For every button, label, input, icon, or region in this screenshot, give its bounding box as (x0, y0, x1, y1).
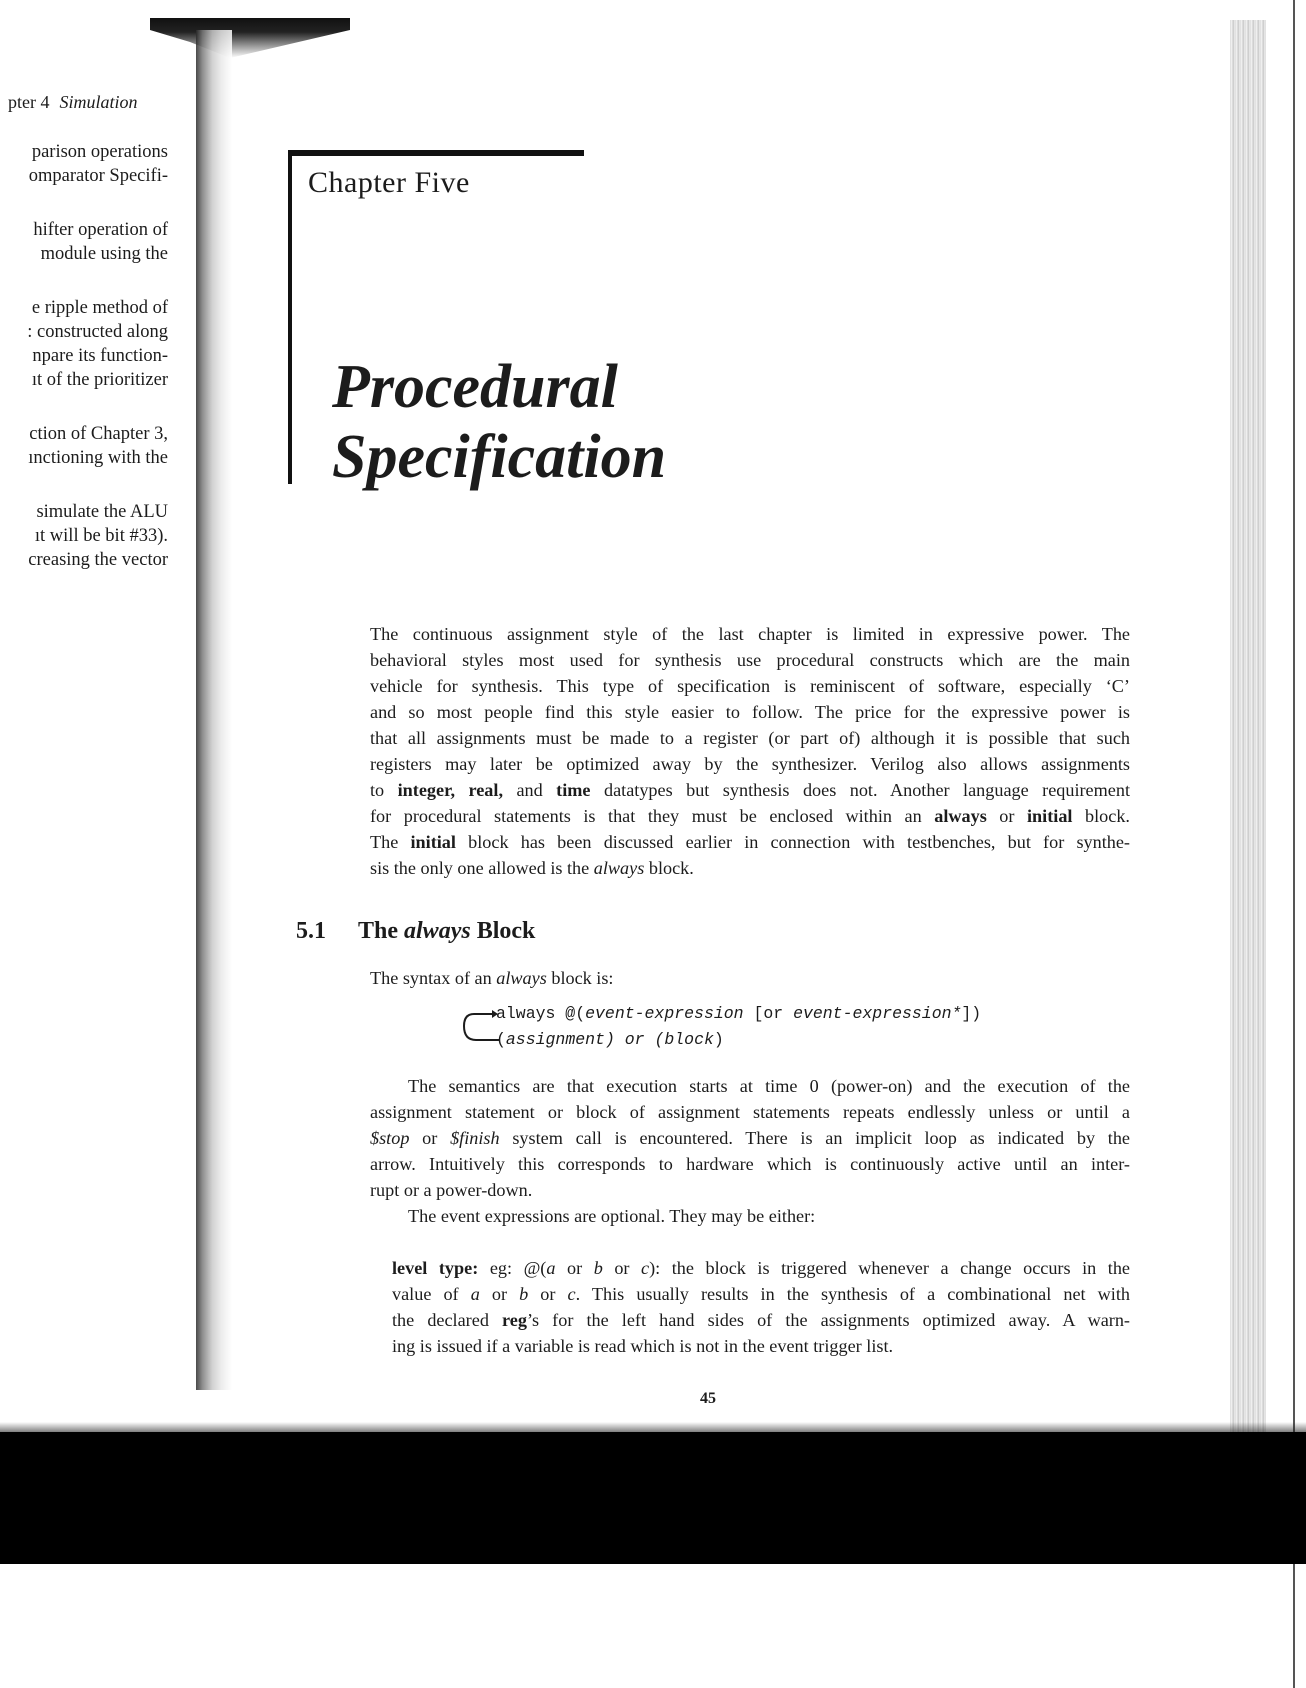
left-page-line: module using the (40, 244, 168, 264)
left-page-line: parison operations (31, 142, 168, 162)
code-span: ( (496, 1030, 506, 1049)
left-page-running-head (8, 92, 138, 113)
code-placeholder: event-expression* (793, 1004, 962, 1023)
left-page-line: simulate the ALU (36, 502, 168, 522)
keyword-always: always (934, 806, 987, 826)
code-span: always @( (496, 1004, 586, 1023)
keyword-datatypes: integer, real, (397, 780, 503, 800)
syntax-intro (370, 968, 1130, 989)
left-page-line: e ripple method of (31, 298, 168, 318)
text-span: block. (1072, 806, 1130, 826)
chapter-title-line: Procedural (332, 353, 618, 421)
var-c: c (567, 1284, 576, 1304)
code-span: [or (743, 1004, 794, 1023)
keyword-time: time (556, 780, 591, 800)
intro-line: The continuous assignment style of the last chapter is limited in expressive power. The (370, 624, 1130, 644)
text-span: and (503, 780, 557, 800)
var-b: b (593, 1258, 603, 1278)
text-span: ’s for the left hand sides of the assignments optimized away. A warn- (526, 1310, 1130, 1330)
text-span: value of (392, 1284, 471, 1304)
chapter-rule-top (288, 150, 584, 156)
keyword-always: always (496, 968, 547, 988)
section-heading (296, 918, 535, 945)
semantics-line (370, 1076, 1130, 1097)
code-placeholder: event-expression (585, 1004, 744, 1023)
level-type-line (392, 1284, 1130, 1305)
chapter-label: Chapter Five (308, 166, 470, 199)
text-span: or (409, 1128, 451, 1148)
binding-shadow (150, 18, 350, 58)
text-span: datatypes but synthesis does not. Another language requirement (590, 780, 1130, 800)
left-page-line: ıt will be bit #33). (34, 526, 168, 546)
text-span: The (370, 832, 411, 852)
var-a: a (470, 1284, 480, 1304)
keyword-stop: $stop (370, 1128, 410, 1148)
section-title-keyword: always (404, 918, 471, 944)
intro-line: behavioral styles most used for synthesis use procedural constructs which are the main (370, 650, 1130, 670)
text-span: The semantics are that execution starts at time 0 (power-on) and the execution of the (408, 1076, 1130, 1096)
left-header-chapter: pter 4 (8, 92, 50, 112)
intro-line: registers may later be optimized away by the synthesizer. Verilog also allows assignments (370, 754, 1130, 774)
text-span: sis the only one allowed is the (370, 858, 594, 878)
var-c: c (641, 1258, 650, 1278)
semantics-line (370, 1128, 1130, 1149)
text-span: to (370, 780, 398, 800)
scan-black-band (0, 1432, 1306, 1564)
semantics-line (370, 1206, 1130, 1227)
text-span: or (602, 1258, 641, 1278)
keyword-always: always (593, 858, 645, 878)
text-span: system call is encountered. There is an implicit loop as indicated by the (499, 1128, 1131, 1148)
level-type-term: level type: (392, 1258, 479, 1278)
keyword-initial: initial (410, 832, 456, 852)
intro-line (370, 858, 1130, 879)
syntax-line-1 (496, 1004, 981, 1023)
intro-line (370, 806, 1130, 827)
text-span: eg: @( (478, 1258, 547, 1278)
var-b: b (519, 1284, 529, 1304)
section-title-text: Block (470, 918, 536, 944)
level-type-line (392, 1258, 1130, 1279)
intro-line (370, 832, 1130, 853)
left-page-line: hifter operation of (33, 220, 168, 240)
left-header-title: Simulation (59, 92, 138, 112)
intro-line: vehicle for synthesis. This type of specification is reminiscent of software, especially ‘C’ (370, 676, 1130, 696)
left-page-line: omparator Specifi- (28, 166, 168, 186)
text-span: ): the block is triggered whenever a change occurs in the (649, 1258, 1130, 1278)
text-span: the declared (392, 1310, 503, 1330)
text-span: or (986, 806, 1027, 826)
semantics-line: rupt or a power-down. (370, 1180, 533, 1200)
section-number: 5.1 (296, 918, 326, 944)
level-type-line: ing is issued if a variable is read which is not in the event trigger list. (392, 1336, 894, 1356)
code-placeholder: assignment (505, 1030, 605, 1049)
text-span: or (528, 1284, 568, 1304)
intro-line (370, 780, 1130, 801)
intro-line: and so most people find this style easier to follow. The price for the expressive power is (370, 702, 1130, 722)
semantics-line: assignment statement or block of assignment statements repeats endlessly unless or until a (370, 1102, 1130, 1122)
page-stack-edge (1230, 20, 1266, 1440)
keyword-finish: $finish (450, 1128, 500, 1148)
page-number: 45 (700, 1390, 716, 1407)
semantics-line: arrow. Intuitively this corresponds to hardware which is continuously active until an inter- (370, 1154, 1130, 1174)
left-page-line: ınctioning with the (28, 448, 168, 468)
left-page-line: creasing the vector (28, 550, 168, 570)
book-gutter (196, 30, 232, 1390)
keyword-initial: initial (1027, 806, 1073, 826)
intro-line: that all assignments must be made to a register (or part of) although it is possible that such (370, 728, 1130, 748)
syntax-line-2 (496, 1030, 724, 1049)
left-page-line: : constructed along (27, 322, 168, 342)
text-span: for procedural statements is that they must be enclosed within an (370, 806, 935, 826)
code-placeholder: block (664, 1030, 714, 1049)
chapter-title (332, 352, 666, 492)
text-span: block is: (546, 968, 614, 988)
text-span: . This usually results in the synthesis of a combinational net with (575, 1284, 1130, 1304)
text-span: block. (644, 858, 694, 878)
level-type-line (392, 1310, 1130, 1331)
chapter-title-line: Specification (332, 423, 667, 491)
code-span: ) or ( (604, 1030, 665, 1049)
left-page-line: ction of Chapter 3, (29, 424, 168, 444)
left-page-line: ıt of the prioritizer (31, 370, 168, 390)
text-span: block has been discussed earlier in connection with testbenches, but for synthe- (455, 832, 1130, 852)
section-title-text: The (358, 918, 405, 944)
code-span: ) (713, 1030, 724, 1049)
chapter-rule-side (288, 150, 292, 484)
code-span: ]) (961, 1004, 982, 1023)
left-page-line: npare its function- (32, 346, 168, 366)
var-a: a (546, 1258, 556, 1278)
text-span: or (555, 1258, 594, 1278)
keyword-reg: reg (502, 1310, 527, 1330)
text-span: The event expressions are optional. They may be either: (408, 1206, 816, 1226)
text-span: The syntax of an (370, 968, 497, 988)
text-span: or (479, 1284, 520, 1304)
